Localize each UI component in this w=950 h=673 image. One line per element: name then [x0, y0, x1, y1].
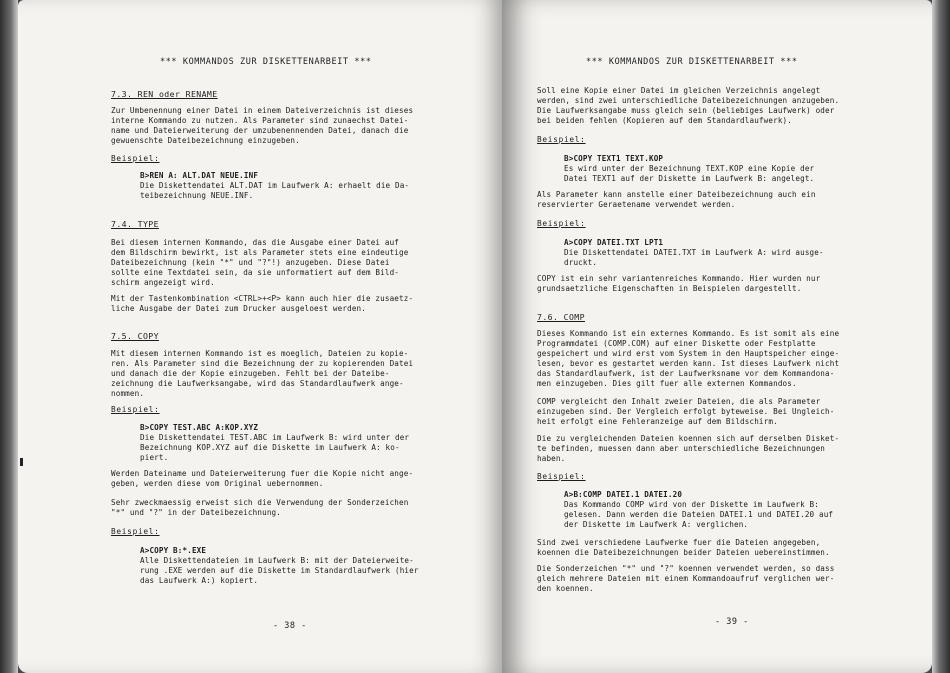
text-line: rung .EXE werden auf die Diskette im Standardlaufwerk (hier: [140, 566, 419, 575]
text-line: Werden Dateiname und Dateierweiterung fuer die Kopie nicht ange-: [111, 469, 414, 478]
text-line: Die Diskettendatei ALT.DAT im Laufwerk A: erhaelt die Da-: [140, 181, 410, 190]
text-line: gespeichert und wird erst vom System in den Hauptspeicher einge-: [537, 349, 840, 358]
text-line: te befinden, muessen dann aber unterschiedliche Bezeichnungen: [537, 444, 826, 453]
text-line: Sind zwei verschiedene Laufwerke fuer die Dateien angegeben,: [537, 538, 821, 547]
book-edge-right: [932, 0, 950, 673]
text-line: koennen die Dateibezeichnungen beider Dateien uebereinstimmen.: [537, 548, 830, 557]
text-line: ren. Als Parameter sind die Bezeichnung der zu kopierenden Datei: [111, 359, 414, 368]
text-line: Es wird unter der Bezeichnung TEXT.KOP eine Kopie der: [564, 164, 815, 173]
example-command: B>REN A: ALT.DAT NEUE.INF: [140, 171, 259, 180]
example-label: Beispiel:: [111, 154, 160, 163]
text-line: COMP vergleicht den Inhalt zweier Dateien, die als Parameter: [537, 397, 821, 406]
text-line: gleich mehrere Dateien mit einem Kommandoaufruf verglichen wer-: [537, 574, 835, 583]
text-line: teibezeichnung NEUE.INF.: [140, 191, 254, 200]
text-line: name und Dateierweiterung der umzubenennenden Datei, danach die: [111, 126, 409, 135]
text-line: Die Sonderzeichen "*" und "?" koennen verwendet werden, so dass: [537, 564, 835, 573]
text-line: Programmdatei (COMP.COM) auf einer Diskette oder Festplatte: [537, 339, 816, 348]
text-line: Sehr zweckmaessig erweist sich die Verwendung der Sonderzeichen: [111, 498, 409, 507]
text-line: Dieses Kommando ist ein externes Kommando. Es ist somit als eine: [537, 329, 840, 338]
left-page: [18, 0, 502, 673]
text-line: Das Kommando COMP wird von der Diskette im Laufwerk B:: [564, 500, 819, 509]
example-command: A>COPY B:*.EXE: [140, 546, 207, 555]
example-command: B>COPY TEST.ABC A:KOP.XYZ: [140, 423, 259, 432]
text-line: heit erfolgt eine Fehleranzeige auf dem Bildschirm.: [537, 417, 778, 426]
section-heading-comp: 7.6. COMP: [537, 312, 585, 322]
text-line: schirm angezeigt wird.: [111, 278, 215, 287]
text-line: geben, werden diese vom Original uebernommen.: [111, 479, 324, 488]
text-line: men einzugeben. Dies gilt fuer alle externen Kommandos.: [537, 379, 797, 388]
text-line: zeichnung die Laufwerksangabe, wird das Standardlaufwerk ange-: [111, 379, 404, 388]
text-line: einzugeben sind. Der Vergleich erfolgt byteweise. Bei Ungleich-: [537, 407, 835, 416]
text-line: druckt.: [564, 258, 598, 267]
text-line: Die Diskettendatei TEST.ABC im Laufwerk B: wird unter der: [140, 433, 410, 442]
text-line: "*" und "?" in der Dateibezeichnung.: [111, 508, 281, 517]
section-heading-copy: 7.5. COPY: [111, 331, 159, 341]
book-edge-left: [0, 0, 18, 673]
text-line: werden, sind zwei unterschiedliche Dateibezeichnungen anzugeben.: [537, 96, 840, 105]
text-line: Soll eine Kopie einer Datei im gleichen Verzeichnis angelegt: [537, 86, 821, 95]
text-line: nommen.: [111, 389, 145, 398]
example-label: Beispiel:: [111, 527, 160, 536]
example-command: A>COPY DATEI.TXT LPT1: [564, 238, 664, 247]
text-line: Als Parameter kann anstelle einer Dateibezeichnung auch ein: [537, 190, 816, 199]
text-line: haben.: [537, 454, 566, 463]
page-number: - 39 -: [715, 617, 749, 627]
text-line: Mit diesem internen Kommando ist es moeglich, Dateien zu kopie-: [111, 349, 409, 358]
text-line: sollte eine Textdatei sein, da sie unformatiert auf dem Bild-: [111, 268, 400, 277]
text-line: liche Ausgabe der Datei zum Drucker ausgeloest werden.: [111, 304, 366, 313]
text-line: Die Diskettendatei DATEI.TXT im Laufwerk A: wird ausge-: [564, 248, 824, 257]
page-header: *** KOMMANDOS ZUR DISKETTENARBEIT ***: [586, 57, 798, 67]
text-line: und danach die der Kopie einzugeben. Fehlt bei der Dateibe-: [111, 369, 390, 378]
text-line: Die zu vergleichenden Dateien koennen sich auf derselben Disket-: [537, 434, 840, 443]
text-line: reservierter Geraetename verwendet werden.: [537, 200, 736, 209]
text-line: den koennen.: [537, 584, 594, 593]
text-line: grundsaetzliche Eigenschaften in Beispielen dargestellt.: [537, 284, 802, 293]
page-number: - 38 -: [273, 621, 307, 631]
text-line: der Diskette im Laufwerk A: verglichen.: [564, 520, 749, 529]
example-label: Beispiel:: [537, 219, 586, 228]
example-label: Beispiel:: [111, 405, 160, 414]
margin-mark: [20, 458, 23, 466]
text-line: Mit der Tastenkombination <CTRL>+<P> kann auch hier die zusaetz-: [111, 294, 414, 303]
text-line: Zur Umbenennung einer Datei in einem Dateiverzeichnis ist dieses: [111, 106, 414, 115]
text-line: gelesen. Dann werden die Dateien DATEI.1 und DATEI.20 auf: [564, 510, 834, 519]
text-line: bei beiden fehlen (Kopieren auf dem Standardlaufwerk).: [537, 116, 792, 125]
example-command: B>COPY TEXT1 TEXT.KOP: [564, 154, 664, 163]
text-line: Bei diesem internen Kommando, das die Ausgabe einer Datei auf: [111, 238, 400, 247]
text-line: Dateibezeichnung (kein "*" und "?"!) anzugeben. Diese Datei: [111, 258, 390, 267]
text-line: Die Laufwerksangabe muss gleich sein (beliebiges Laufwerk) oder: [537, 106, 835, 115]
text-line: das Laufwerk A:) kopiert.: [140, 576, 259, 585]
text-line: dem Bildschirm bewirkt, ist als Parameter stets eine eindeutige: [111, 248, 409, 257]
text-line: piert.: [140, 453, 169, 462]
text-line: das Standardlaufwerk, ist der Laufwerksname vor dem Kommandona-: [537, 369, 835, 378]
text-line: Datei TEXT1 auf der Diskette im Laufwerk B: angelegt.: [564, 174, 815, 183]
text-line: gewuenschte Dateibezeichnung einzugeben.: [111, 136, 300, 145]
page-header: *** KOMMANDOS ZUR DISKETTENARBEIT ***: [160, 57, 372, 67]
text-line: lesen, bevor es gestartet werden kann. Ist dieses Laufwerk nicht: [537, 359, 840, 368]
section-heading-type: 7.4. TYPE: [111, 219, 159, 229]
example-label: Beispiel:: [537, 472, 586, 481]
right-page: [502, 0, 932, 673]
text-line: Bezeichnung KOP.XYZ auf die Diskette im Laufwerk A: ko-: [140, 443, 400, 452]
text-line: interne Kommando zu nutzen. Als Parameter sind zunaechst Datei-: [111, 116, 409, 125]
text-line: Alle Diskettendateien im Laufwerk B: mit der Dateierweite-: [140, 556, 414, 565]
example-label: Beispiel:: [537, 135, 586, 144]
text-line: COPY ist ein sehr variantenreiches Kommando. Hier wurden nur: [537, 274, 821, 283]
example-command: A>B:COMP DATEI.1 DATEI.20: [564, 490, 683, 499]
section-heading-ren: 7.3. REN oder RENAME: [111, 89, 218, 99]
